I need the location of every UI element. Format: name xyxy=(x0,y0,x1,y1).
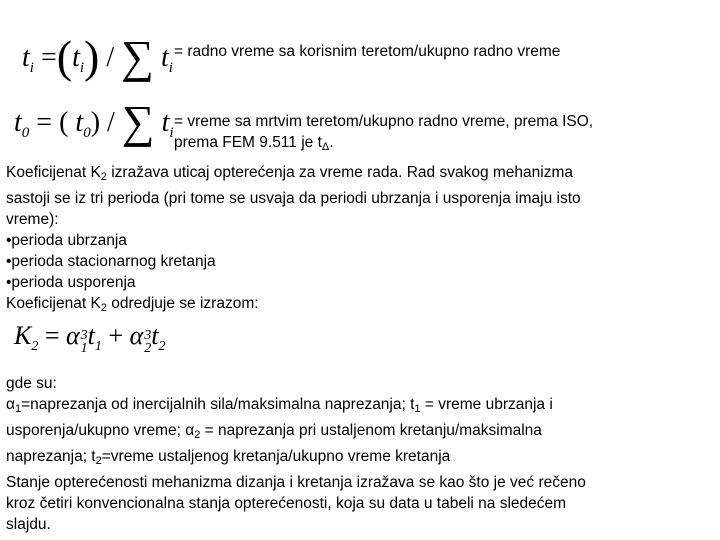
formula-t0-description-line1: = vreme sa mrtvim teretom/ukupno radno vreme, prema ISO, xyxy=(174,113,594,130)
formula-t0-var: t xyxy=(75,107,84,138)
formula-ti-slash: / xyxy=(106,42,115,73)
formula-t0-description-period: . xyxy=(329,134,334,151)
formula-t0-lhs-sub: 0 xyxy=(21,125,30,141)
formula-k2-alpha2-sub: 2 xyxy=(144,341,152,356)
paragraph1-line1-post: izražava uticaj opterećenja za vreme rada. Rad svakog mehanizma xyxy=(106,164,573,181)
formula-t0-description-text: prema FEM 9.511 je t xyxy=(174,134,322,151)
formula-ti-lhs-sub: i xyxy=(29,60,34,76)
formula-k2 xyxy=(14,323,165,355)
formula-k2-equals: = xyxy=(44,321,60,350)
formula-ti-equals: = xyxy=(40,42,57,73)
paragraph2-line5: Stanje opterećenosti mehanizma dizanja i kretanja izražava se kao što je već rečeno xyxy=(6,474,586,491)
formula-t0-sum-symbol: ∑ xyxy=(121,96,155,147)
paragraph2-line2-alpha: α xyxy=(6,396,15,413)
formula-t0-sum-var: t xyxy=(161,107,170,138)
formula-k2-lhs-sub: 2 xyxy=(31,339,39,354)
formula-k2-alpha2-sup: 3 xyxy=(144,327,152,343)
formula-k2-lhs: K xyxy=(14,321,32,350)
formula-ti-var-sub: i xyxy=(79,60,85,76)
paragraph2-line4-text: naprezanja; t xyxy=(6,448,96,465)
formula-t0-rparen: ) xyxy=(90,107,101,138)
formula-k2-t1-sub: 1 xyxy=(94,339,102,354)
paragraph1-line1-pre: Koeficijenat K xyxy=(6,164,101,181)
formula-k2-t1: t xyxy=(87,321,95,350)
formula-ti-var: t xyxy=(72,42,80,73)
formula-k2-alpha1-indices xyxy=(81,329,88,356)
formula-k2-plus: + xyxy=(108,321,124,350)
paragraph-definitions xyxy=(6,373,586,535)
paragraph2-line2 xyxy=(6,394,586,420)
bullet-item: •perioda usporenja xyxy=(6,274,136,291)
paragraph2-line4 xyxy=(6,446,586,472)
paragraph2-line3-tail: = naprezanja pri ustaljenom kretanju/maksimalna xyxy=(200,422,542,439)
bullet-item: •perioda ubrzanja xyxy=(6,232,127,249)
formula-t0-description-sub: Δ xyxy=(321,141,330,153)
paragraph1-line7-pre: Koeficijenat K xyxy=(6,295,101,312)
formula-ti-sum-var: t xyxy=(160,42,169,73)
formula-t0 xyxy=(14,96,174,147)
paragraph1-line7 xyxy=(6,293,581,319)
paragraph-k2-intro xyxy=(6,162,581,319)
paragraph2-line4-t-sub: 2 xyxy=(95,455,102,467)
formula-t0-lparen: ( xyxy=(59,107,69,138)
formula-k2-alpha1-sub: 1 xyxy=(80,341,88,356)
paragraph2-line2-t-sub: 1 xyxy=(414,403,421,415)
formula-k2-alpha2: α xyxy=(129,321,144,350)
paragraph1-line2: sastoji se iz tri perioda (pri tome se usvaja da periodi ubrzanja i usporenja imaju isto xyxy=(6,190,581,207)
paragraph2-line6: kroz četiri konvencionalna stanja opterećenosti, koja su data u tabeli na sledećem xyxy=(6,495,567,512)
formula-k2-alpha1-sup: 3 xyxy=(80,327,88,343)
formula-t0-var-sub: 0 xyxy=(83,125,91,141)
formula-ti-sum-symbol: ∑ xyxy=(121,31,154,82)
bullet-item: •perioda stacionarnog kretanja xyxy=(6,253,216,270)
formula-k2-t2-sub: 2 xyxy=(158,339,166,354)
paragraph1-line3: vreme): xyxy=(6,211,59,228)
formula-ti-lhs: t xyxy=(22,42,30,73)
formula-k2-alpha1: α xyxy=(66,321,80,350)
formula-t0-lhs: t xyxy=(14,107,22,138)
paragraph1-line7-sub: 2 xyxy=(100,302,107,314)
paragraph2-line3-text: usporenja/ukupno vreme; α xyxy=(6,422,195,439)
formula-ti-sum-sub: i xyxy=(168,60,173,76)
formula-ti xyxy=(22,31,173,82)
paragraph1-line1-sub: 2 xyxy=(100,171,107,183)
formula-ti-lparen: ( xyxy=(56,31,73,82)
formula-ti-description: = radno vreme sa korisnim teretom/ukupno radno vreme xyxy=(174,43,561,60)
formula-t0-sum-sub: i xyxy=(169,125,174,141)
paragraph2-line1: gde su: xyxy=(6,375,57,392)
paragraph2-line3 xyxy=(6,420,586,446)
paragraph2-line2-text: =naprezanja od inercijalnih sila/maksimalna naprezanja; t xyxy=(21,396,415,413)
formula-t0-equals: = xyxy=(36,107,53,138)
formula-t0-slash: / xyxy=(107,107,115,138)
paragraph2-line7: slajdu. xyxy=(6,516,51,533)
formula-t0-description-line2 xyxy=(174,132,593,158)
paragraph2-line2-tail: = vreme ubrzanja i xyxy=(420,396,553,413)
paragraph2-line2-alpha-sub: 1 xyxy=(14,403,22,415)
paragraph1-line1 xyxy=(6,162,581,188)
paragraph1-line7-post: odredjuje se izrazom: xyxy=(106,295,259,312)
paragraph2-line4-tail: =vreme ustaljenog kretanja/ukupno vreme kretanja xyxy=(101,448,451,465)
formula-ti-rparen: ) xyxy=(84,31,100,82)
formula-t0-description xyxy=(174,111,593,158)
paragraph2-line3-alpha-sub: 2 xyxy=(194,429,201,441)
formula-k2-t2: t xyxy=(151,321,159,350)
